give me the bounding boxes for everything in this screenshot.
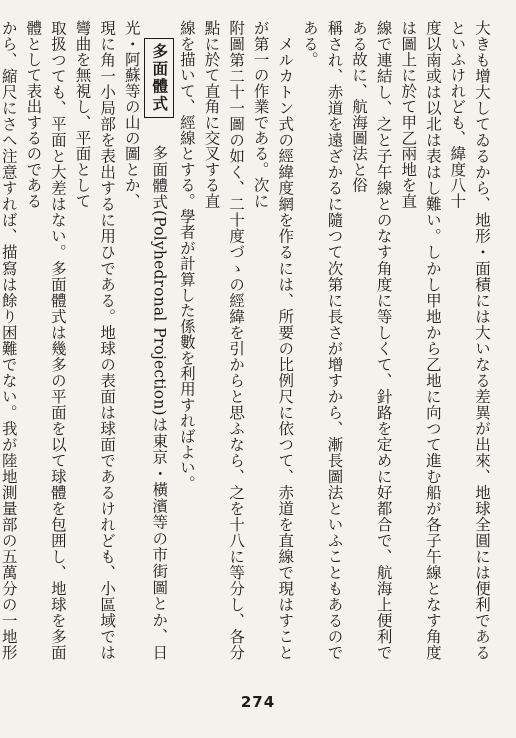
text-column: 現に角一小局部を表出するに用ひである。地球の表面は球面であるけれども、小區域では彎曲を無視し、平面として <box>73 20 117 660</box>
text-column: メルカトン式の經緯度網を作るには、所要の比例尺に依つて、赤道を直線で現はすことが第一の作業である。次に <box>251 20 295 660</box>
text-column: 取扱つても、平面と大差はない。多面體式は幾多の平面を以て球體を包囲し、地球を多面體として表出するのである <box>24 20 67 660</box>
text-column: 線を描いて、經線とする。學者が計算した係數を利用すればよい。 <box>177 20 196 491</box>
text-column-with-heading <box>119 20 174 660</box>
text-column: 大きも增大してゐるから、地形・面積には大いなる差異が出來、地球全圓には便利であるといふけれども、緯度八十 <box>448 20 491 660</box>
text-column: 稱され、赤道を遠ざかるに隨つて次第に長さが增すから、漸長圖法といふこともあるのである。 <box>300 20 344 660</box>
vertical-text-body <box>0 20 494 660</box>
text-column: 附圖第二十一圖の如く、二十度づゝの經緯を引からと思ふなら、之を十八に等分し、各分點に於て直角に交叉する直 <box>202 20 246 660</box>
section-heading: 多面體式 <box>144 38 175 118</box>
text-column: 線で連結し、之と子午線とのなす角度に等しくて、針路を定めに好都合で、航海上便利である故に、航海圖法と俗 <box>350 20 393 660</box>
page-number: 274 <box>240 693 276 711</box>
text-column: 度以南或は以北は表はし難い。しかし甲地から乙地に向つて進む船が各子午線となす角度は圖上に於て甲乙兩地を直 <box>399 20 442 660</box>
text-column: から、縮尺にさへ注意すれば、描寫は餘り困難でない。我が陸地測量部の五萬分の一地形 <box>0 20 18 660</box>
text-line: 多面體式(Polyhedronal Projection)は東京・橫濱等の市街圖とか、日光・阿蘇等の山の圖とか、 <box>122 20 169 660</box>
